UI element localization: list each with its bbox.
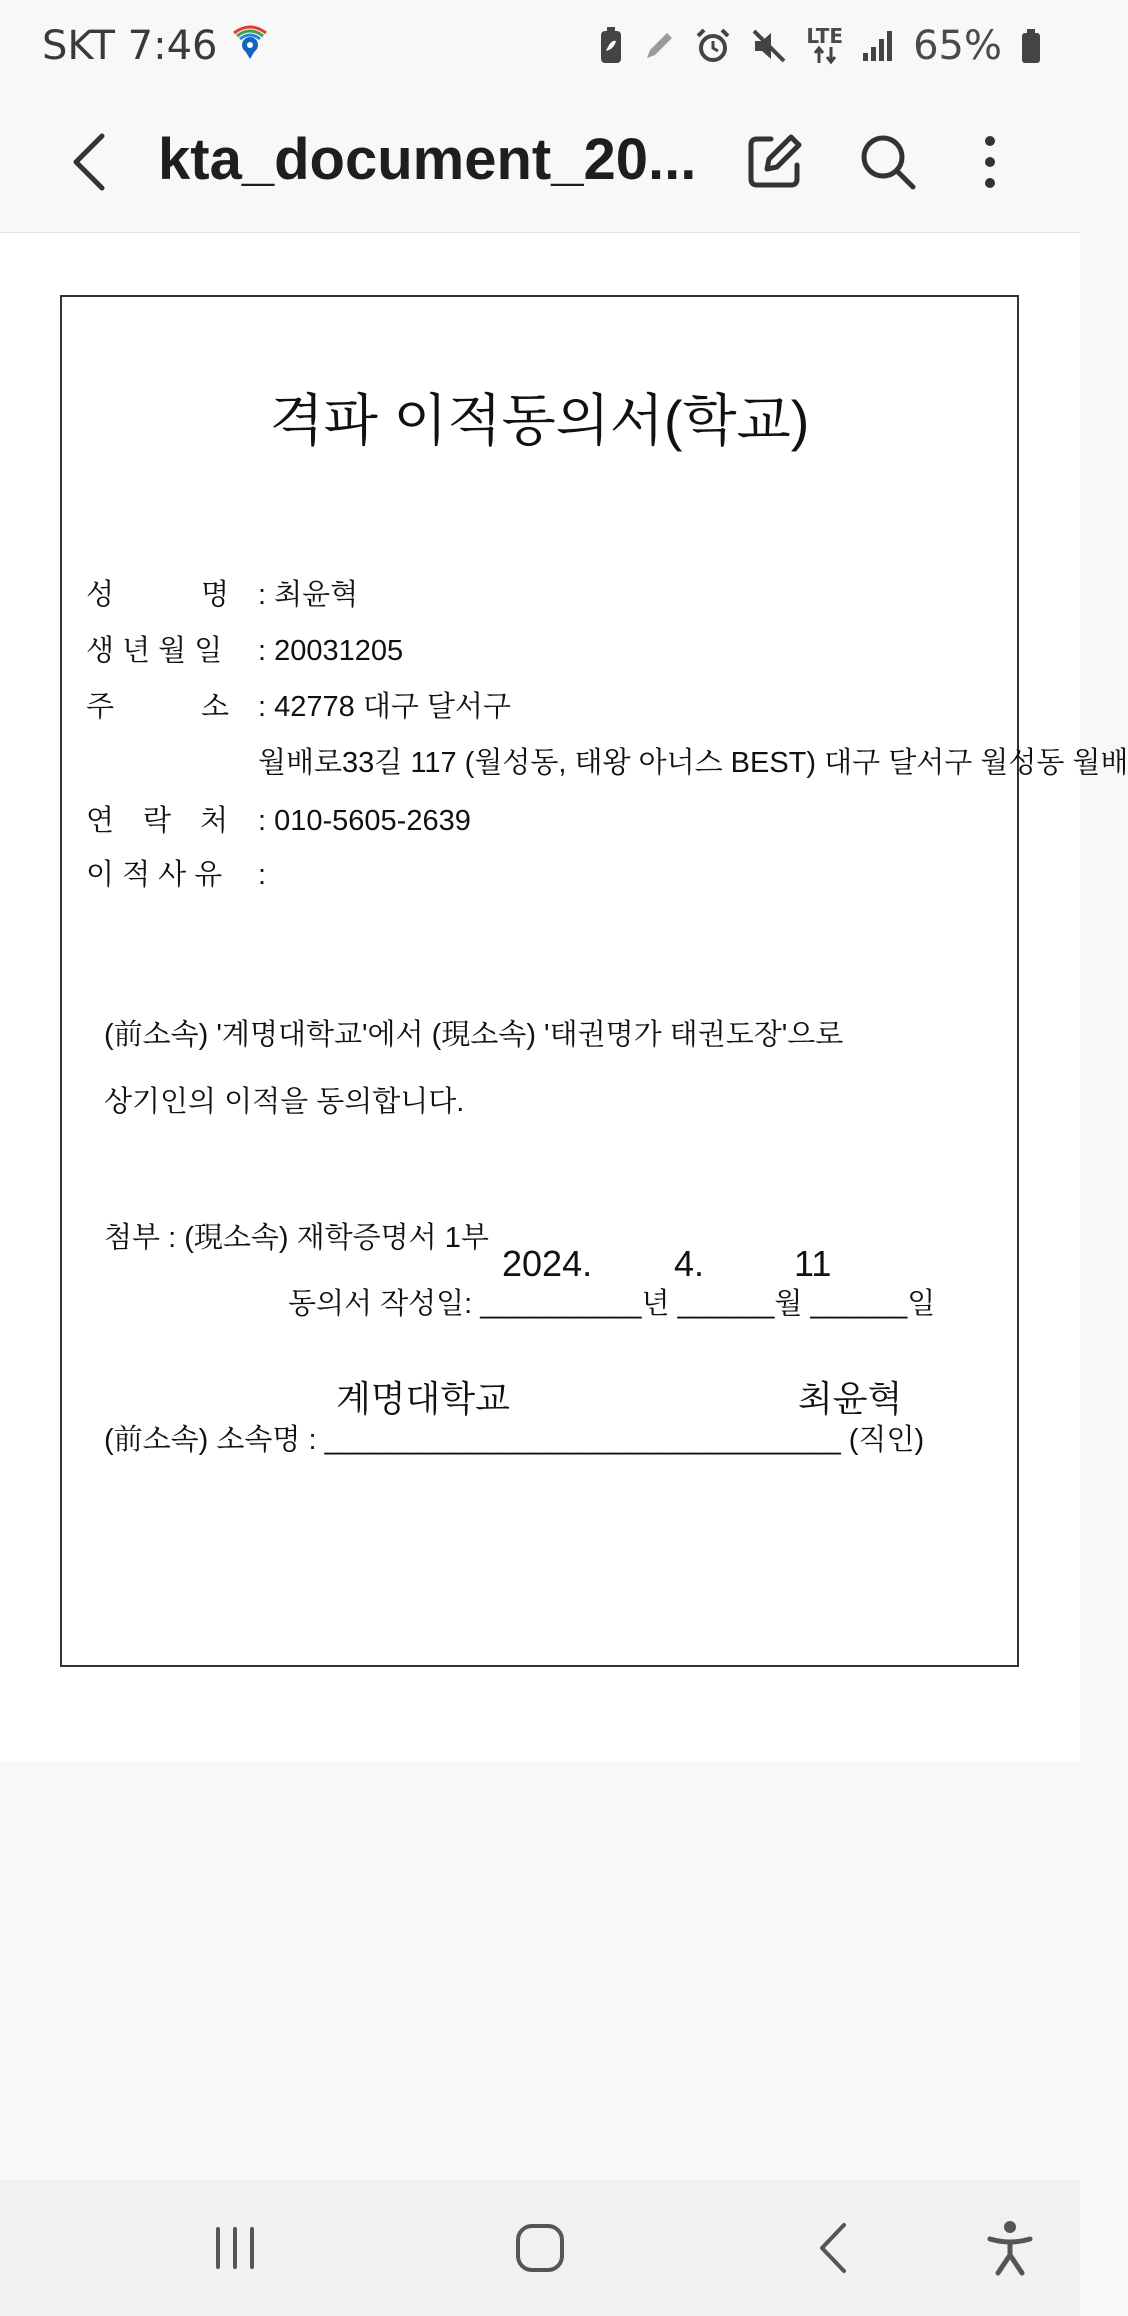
transfer-sentence: (前소속) '계명대학교'에서 (現소속) '태권명가 태권도장'으로 [104,1019,844,1051]
back-icon [810,2221,860,2275]
signer-name: 최윤혁 [798,1378,903,1419]
field-value: : 010-5605-2639 [258,805,471,837]
alarm-icon [694,27,732,65]
system-back-button[interactable] [800,2216,870,2280]
more-options-button[interactable] [950,122,1030,202]
status-right [598,22,1042,70]
field-label: 이 적 사 유 [86,859,223,891]
battery-saver-icon [598,27,624,65]
edit-button[interactable] [734,122,814,202]
field-value: : [258,859,267,891]
field-value: : 20031205 [258,635,404,667]
field-value: : 42778 대구 달서구 [258,691,511,723]
field-birthdate [86,628,403,669]
document-title: kta_document_20... [158,127,697,192]
document-viewer[interactable] [0,233,1128,1761]
edit-icon [743,131,805,193]
date-day: 11 [794,1243,832,1284]
recent-apps-button[interactable] [200,2216,270,2280]
pen-icon [642,29,676,63]
field-address [86,684,511,725]
attachment-line: 첨부 : (現소속) 재학증명서 1부 [104,1222,489,1254]
recent-apps-icon [210,2223,260,2273]
lte-icon [806,24,844,65]
field-name [86,572,358,613]
status-bar [0,0,1080,92]
field-phone [86,798,471,839]
home-button[interactable] [500,2216,580,2280]
field-label: 생 년 월 일 [86,635,223,667]
more-vertical-icon [978,131,1002,193]
field-value: 월배로33길 117 (월성동, 태왕 아너스 BEST) 대구 달서구 월성동 월배 [258,747,1128,779]
search-icon [857,131,919,193]
map-pin-icon [228,19,272,73]
battery-icon [1020,28,1042,64]
affiliation-name: 계명대학교 [336,1378,510,1419]
date-line: 동의서 작성일: __________년 ______월 ______일 [288,1288,936,1320]
field-value: : 최윤혁 [258,579,359,611]
date-month: 4. [674,1243,705,1284]
accessibility-icon [986,2219,1034,2277]
lte-label: LTE [806,24,844,48]
battery-percent: 65% [913,23,1002,69]
field-transfer-reason [86,852,266,893]
agree-sentence: 상기인의 이적을 동의합니다. [104,1086,465,1118]
field-address-line2 [258,740,1128,781]
affiliation-line: (前소속) 소속명 : ________________________________ (직인) [104,1424,925,1456]
navigation-bar [0,2180,1080,2316]
home-icon [513,2221,567,2275]
search-button[interactable] [848,122,928,202]
carrier-time: SKT 7:46 [42,23,218,69]
mute-icon [750,27,788,65]
back-button[interactable] [58,122,128,202]
field-label: 성 명 [86,579,230,611]
status-left [42,22,272,70]
document-page [60,295,1128,1667]
accessibility-button[interactable] [980,2216,1040,2280]
field-label: 주 소 [86,691,230,723]
app-bar [0,92,1080,233]
field-label: 연 락 처 [86,805,229,837]
date-year: 2024. [502,1243,593,1284]
document-heading: 격파 이적동의서(학교) [269,389,810,452]
signal-icon [861,29,895,63]
back-arrow-icon [58,122,128,202]
